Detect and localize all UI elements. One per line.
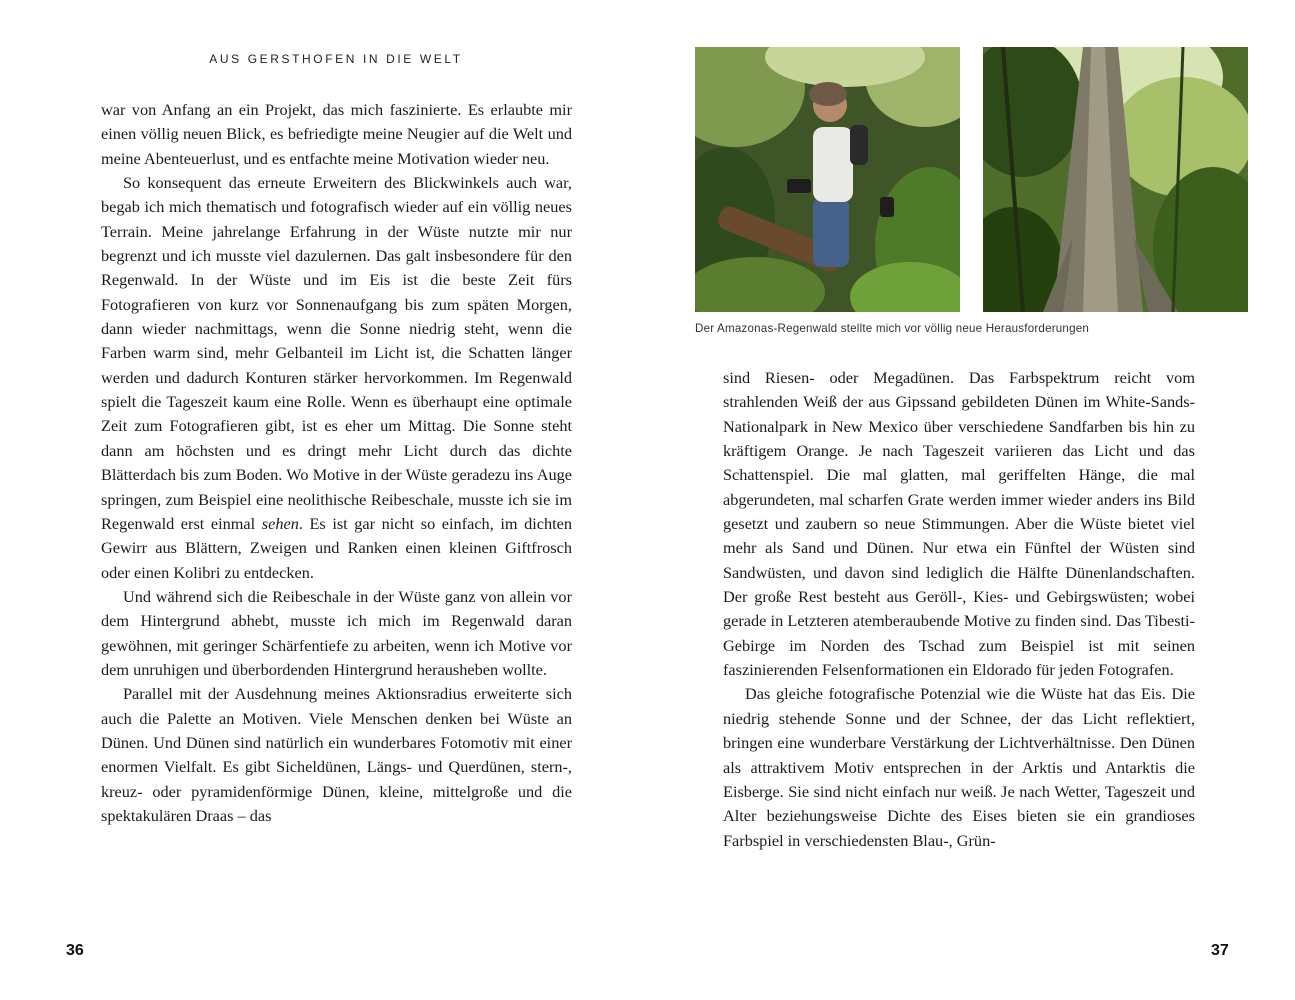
paragraph: Und während sich die Reibeschale in der Wüste ganz von allein vor dem Hintergrund abhebt, musste ich mich im Regenwald daran gewöhnen, mit geringer Schärfentiefe zu arbeiten, wenn ich Motive vor dem unruhigen und überbordenden Hintergrund herausheben wollte. xyxy=(101,586,572,679)
right-page-body xyxy=(723,366,1195,853)
paragraph: sind Riesen- oder Megadünen. Das Farbspektrum reicht vom strahlenden Weiß der aus Gipssand gebildeten Dünen im White-Sands-Nationalpark in New Mexico über verschiedene Sandfarben bis hin zu kräftigem Orange. Je nach Tageszeit variieren das Licht und das Schattenspiel. Die mal glatten, mal geriffelten Hänge, die mal abgerundeten, mal scharfen Grate werden immer wieder anders ins Bild gesetzt und zaubern so neue Stimmungen. Aber die Wüste bietet viel mehr als Sand und Dünen. Nur etwa ein Fünftel der Wüsten sind Sandwüsten, und davon sind lediglich die Hälfte Dünenlandschaften. Der große Rest besteht aus Geröll-, Kies- und Gebirgswüsten; wobei gerade in Letzteren atemberaubende Motive zu finden sind. Das Tibesti-Gebirge im Norden des Tschad zum Beispiel ist mit seinen faszinierenden Felsenformationen ein Eldorado für jeden Fotografen. xyxy=(723,368,1195,680)
page-number-left: 36 xyxy=(66,942,84,959)
photo-rainforest-tree xyxy=(983,47,1248,312)
emphasis-word: sehen xyxy=(261,513,299,533)
left-page-body xyxy=(101,98,572,828)
photo-photographer-in-rainforest xyxy=(695,47,960,312)
paragraph: Das gleiche fotografische Potenzial wie die Wüste hat das Eis. Die niedrig stehende Sonne und der Schnee, der das Licht reflektiert, bringen eine wunderbare Verstärkung der Lichtverhältnisse. Den Dünen als attraktivem Motiv entsprechen in der Arktis und Antarktis die Eisberge. Sie sind nicht einfach nur weiß. Je nach Wetter, Tageszeit und Alter beziehungsweise Dichte des Eises bieten sie ein grandioses Farbspiel in verschiedensten Blau-, Grün- xyxy=(723,684,1195,850)
paragraph: Parallel mit der Ausdehnung meines Aktionsradius erweiterte sich auch die Palette an Motiven. Viele Menschen denken bei Wüste an Dünen. Und Dünen sind natürlich ein wunderbares Fotomotiv mit einer enormen Vielfalt. Es gibt Sicheldünen, Längs- und Querdünen, stern-, kreuz- oder pyramidenförmige Dünen, kleine, mittelgroße und die spektakulären Draas – das xyxy=(101,684,572,825)
paragraph-text: So konsequent das erneute Erweitern des Blickwinkels auch war, begab ich mich thematisch und fotografisch wieder auf ein völlig neues Terrain. Meine jahrelange Erfahrung in der Wüste nutzte mir nur begrenzt und ich musste viel dazulernen. Das galt insbesondere für den Regenwald. In der Wüste und im Eis ist die beste Zeit fürs Fotografieren von kurz vor Sonnenaufgang bis zum späten Morgen, dann wieder nachmittags, wenn die Sonne niedrig steht, wenn die Farben warm sind, mehr Gelbanteil im Licht ist, die Schatten länger werden und dadurch Konturen stärker hervorkommen. Im Regenwald spielt die Tageszeit kaum eine Rolle. Wenn es überhaupt eine optimale Zeit zum Fotografieren gibt, ist es eher um Mittag. Die Sonne steht dann am höchsten und es dringt mehr Licht durch das dichte Blätterdach bis zum Boden. Wo Motive in der Wüste geradezu ins Auge springen, zum Beispiel eine neolithische Reibeschale, musste ich sie im Regenwald erst einmal xyxy=(101,173,572,533)
page-number-right: 37 xyxy=(1211,942,1229,959)
paragraph: war von Anfang an ein Projekt, das mich faszinierte. Es erlaubte mir einen völlig neuen Blick, es befriedigte meine Neugier auf die Welt und meine Abenteuerlust, und es entfachte meine Motivation wieder neu. xyxy=(101,100,572,168)
photo-caption: Der Amazonas-Regenwald stellte mich vor völlig neue Herausforderungen xyxy=(695,322,1090,335)
running-head: AUS GERSTHOFEN IN DIE WELT xyxy=(209,52,463,66)
paragraph xyxy=(101,171,572,585)
paragraph-text: . Es ist gar nicht so einfach, im dichten Gewirr aus Blättern, Zweigen und Ranken einen kleinen Giftfrosch oder einen Kolibri zu entdecken. xyxy=(101,513,573,582)
